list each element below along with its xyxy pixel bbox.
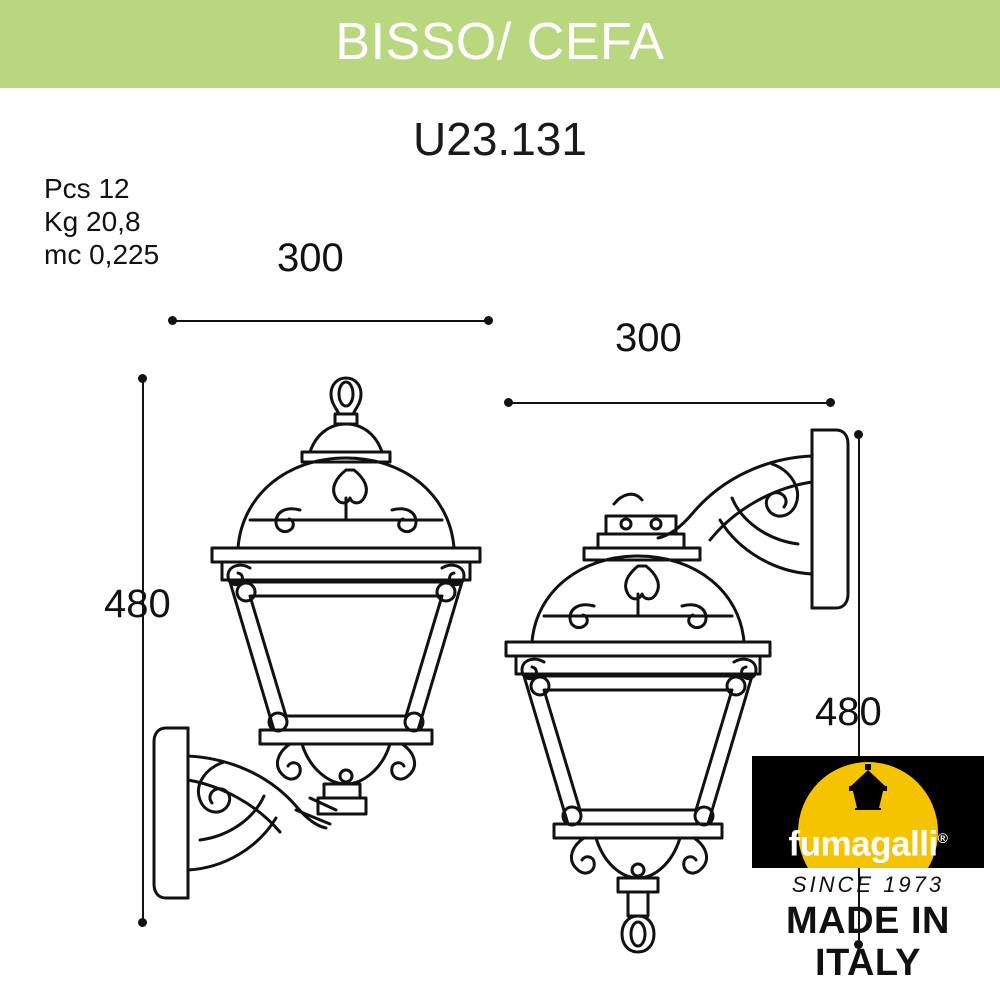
dimension-line-left-width (172, 320, 488, 322)
dimension-dot (138, 918, 147, 927)
brand-logo (752, 756, 984, 984)
page-title: BISSO/ CEFA (335, 13, 665, 71)
product-code: U23.131 (413, 113, 587, 165)
dimension-dot (826, 398, 835, 407)
spec-pcs: Pcs 12 (44, 173, 130, 204)
brand-logo-block (752, 756, 984, 868)
fixture-left-drawing (150, 370, 510, 930)
dimension-line-left-height (142, 378, 144, 922)
brand-made-line1: MADE IN (786, 900, 950, 942)
spec-kg: Kg 20,8 (44, 206, 141, 237)
brand-name: fumagalli® (788, 825, 948, 864)
dimension-dot (168, 316, 177, 325)
brand-made-line2: ITALY (815, 942, 921, 984)
dimension-dot (138, 374, 147, 383)
registered-mark: ® (937, 830, 948, 847)
dimension-label-right-width: 300 (615, 316, 682, 360)
dimension-dot (484, 316, 493, 325)
dimension-line-right-width (508, 402, 830, 404)
specs-block (44, 172, 159, 271)
dimension-label-right-height: 480 (815, 690, 882, 734)
brand-since: SINCE 1973 (791, 872, 945, 897)
dimension-label-left-width: 300 (277, 236, 344, 280)
lantern-icon (841, 764, 895, 810)
spec-mc: mc 0,225 (44, 239, 160, 270)
dimension-label-left-height: 480 (104, 582, 171, 626)
